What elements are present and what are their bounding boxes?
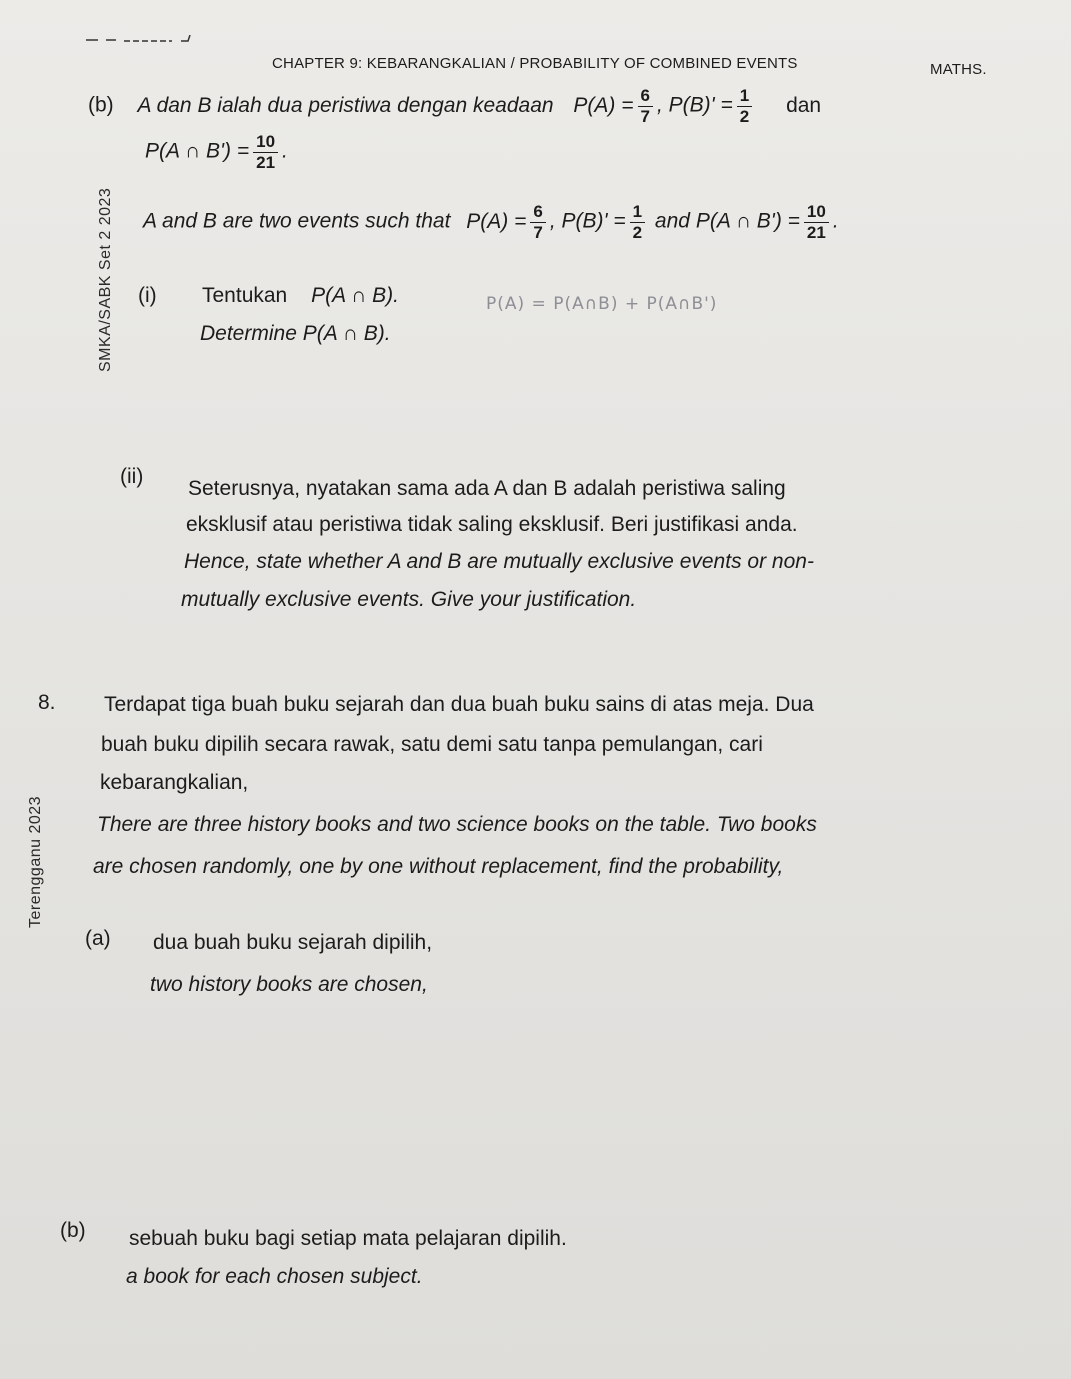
q7b-ii-en-line1: Hence, state whether A and B are mutually exclusive events or non- [184, 550, 814, 573]
source-label-set2: SMKA/SABK Set 2 2023 [97, 187, 114, 372]
q8-ms-line1: Terdapat tiga buah buku sejarah dan dua buah buku sains di atas meja. Dua [104, 693, 814, 716]
q8-number: 8. [38, 691, 56, 714]
header-dash-marks [86, 35, 196, 43]
q8-en-line2: are chosen randomly, one by one without replacement, find the probability, [93, 855, 784, 878]
q8-ms-line2: buah buku dipilih secara rawak, satu demi satu tanpa pemulangan, cari [101, 733, 763, 756]
subject-label: MATHS. [930, 61, 987, 78]
chapter-title: CHAPTER 9: KEBARANGKALIAN / PROBABILITY OF COMBINED EVENTS [272, 55, 798, 72]
q8-ms-line3: kebarangkalian, [100, 771, 249, 794]
q7b-ii-en-line2: mutually exclusive events. Give your justification. [181, 588, 637, 611]
q7b-i-en: Determine P(A ∩ B). [200, 322, 391, 345]
fraction-pab: $\frac{10}{21}$ [253, 132, 278, 172]
q7b-i-ms: Tentukan P(A ∩ B). [202, 284, 399, 307]
q7b-stem-ms: (b) A dan B ialah dua peristiwa dengan keadaan P(A) = $\frac{6}{7}$ , P(B)' = $\frac{1}{2}$ dan [88, 86, 822, 126]
q8a-label: (a) [85, 927, 111, 950]
q8a-ms: dua buah buku sejarah dipilih, [153, 931, 433, 954]
fraction-pbc: $\frac{1}{2}$ [737, 86, 752, 126]
q7b-stem-en: A and B are two events such that P(A) = $\frac{6}{7}$ , P(B)' = $\frac{1}{2}$ and P(A ∩ B') = $\frac{10}{21}$ . [143, 202, 839, 242]
fraction-pa: $\frac{6}{7}$ [638, 86, 653, 126]
q7b-ii-ms-line2: eksklusif atau peristiwa tidak saling eksklusif. Beri justifikasi anda. [186, 513, 798, 536]
q8-en-line1: There are three history books and two science books on the table. Two books [97, 813, 817, 836]
q7b-label: (b) [88, 93, 114, 117]
q7b-i-label: (i) [138, 284, 157, 307]
q7b-ii-label: (ii) [120, 465, 144, 488]
source-label-terengganu: Terengganu 2023 [27, 795, 44, 928]
q8b-ms: sebuah buku bagi setiap mata pelajaran dipilih. [129, 1227, 567, 1250]
q8b-en: a book for each chosen subject. [126, 1265, 423, 1288]
q7b-stem-ms-line2: P(A ∩ B') = $\frac{10}{21}$ . [145, 132, 288, 172]
q8a-en: two history books are chosen, [150, 973, 428, 996]
handwritten-working: P(A) = P(A∩B) + P(A∩B') [486, 294, 718, 314]
q8b-label: (b) [60, 1219, 86, 1242]
q7b-ii-ms-line1: Seterusnya, nyatakan sama ada A dan B adalah peristiwa saling [188, 477, 786, 500]
